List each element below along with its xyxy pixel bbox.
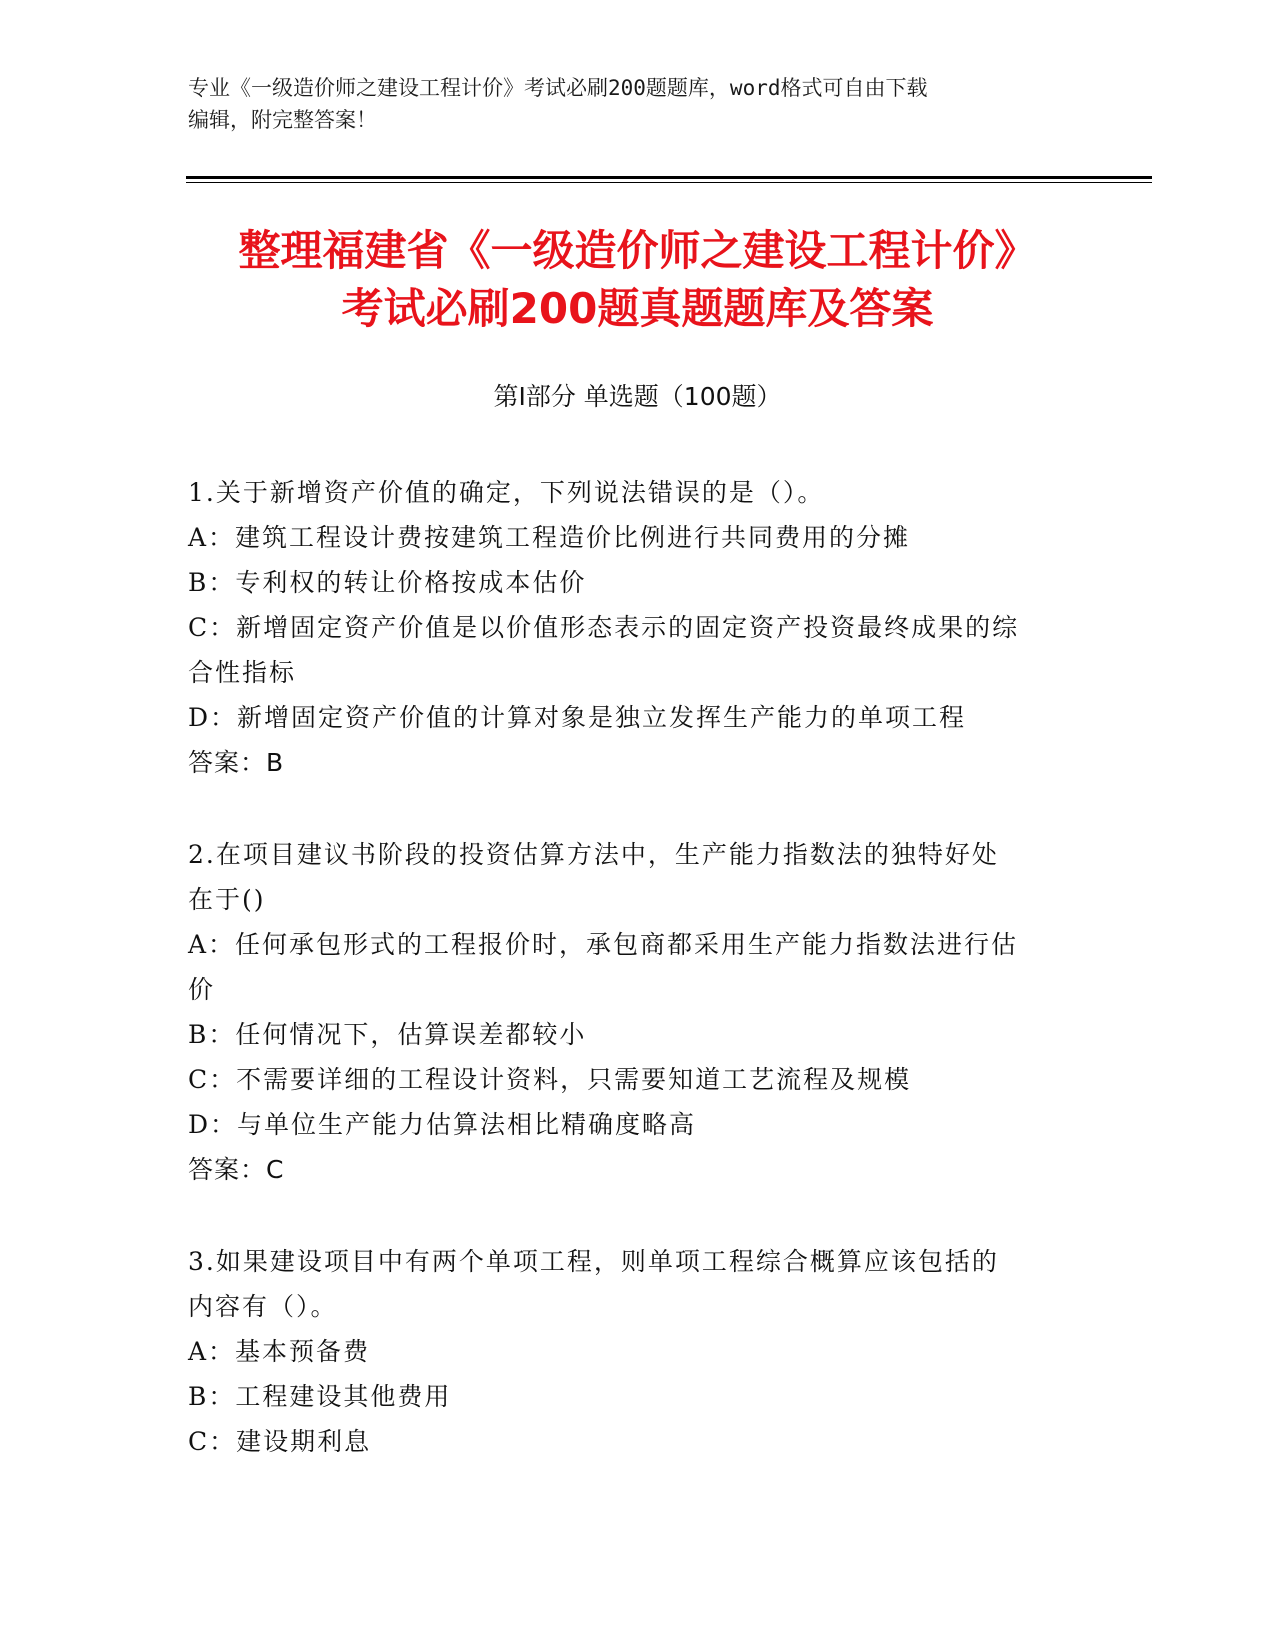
option-a: A：基本预备费: [188, 1337, 371, 1366]
question-stem-continued: 在于(): [188, 885, 266, 914]
page-header: [188, 72, 1068, 136]
question-item: [188, 1239, 1068, 1464]
option-c-continued: 合性指标: [188, 658, 297, 687]
option-b: B：任何情况下，估算误差都较小: [188, 1020, 587, 1049]
answer-key: 答案：B: [188, 748, 285, 777]
section-heading: 第Ⅰ部分 单选题（100题）: [493, 382, 782, 411]
question-stem: 3.如果建设项目中有两个单项工程，则单项工程综合概算应该包括的: [188, 1247, 999, 1276]
header-divider-thin: [186, 182, 1152, 183]
question-stem: 1.关于新增资产价值的确定，下列说法错误的是（）。: [188, 478, 825, 507]
option-c: C：不需要详细的工程设计资料，只需要知道工艺流程及规模: [188, 1065, 912, 1094]
option-c: C：建设期利息: [188, 1427, 372, 1456]
option-a-continued: 价: [188, 975, 216, 1004]
document-title: [100, 222, 1175, 338]
answer-key: 答案：C: [188, 1155, 285, 1184]
question-item: [188, 832, 1068, 1192]
question-list: [188, 470, 1068, 1511]
option-a: A：建筑工程设计费按建筑工程造价比例进行共同费用的分摊: [188, 523, 911, 552]
question-stem: 2.在项目建议书阶段的投资估算方法中，生产能力指数法的独特好处: [188, 840, 999, 869]
option-b: B：专利权的转让价格按成本估价: [188, 568, 587, 597]
header-divider-thick: [186, 176, 1152, 179]
document-title-line-2: 考试必刷200题真题题库及答案: [341, 284, 934, 333]
header-line-2: 编辑，附完整答案！: [188, 108, 377, 132]
option-d: D：与单位生产能力估算法相比精确度略高: [188, 1110, 697, 1139]
option-d: D：新增固定资产价值的计算对象是独立发挥生产能力的单项工程: [188, 703, 967, 732]
option-a: A：任何承包形式的工程报价时，承包商都采用生产能力指数法进行估: [188, 930, 1019, 959]
option-b: B：工程建设其他费用: [188, 1382, 452, 1411]
question-stem-continued: 内容有（）。: [188, 1292, 338, 1321]
header-line-1: 专业《一级造价师之建设工程计价》考试必刷200题题库，word格式可自由下载: [188, 76, 928, 100]
document-title-line-1: 整理福建省《一级造价师之建设工程计价》: [238, 226, 1037, 275]
question-item: [188, 470, 1068, 785]
option-c: C：新增固定资产价值是以价值形态表示的固定资产投资最终成果的综: [188, 613, 1020, 642]
